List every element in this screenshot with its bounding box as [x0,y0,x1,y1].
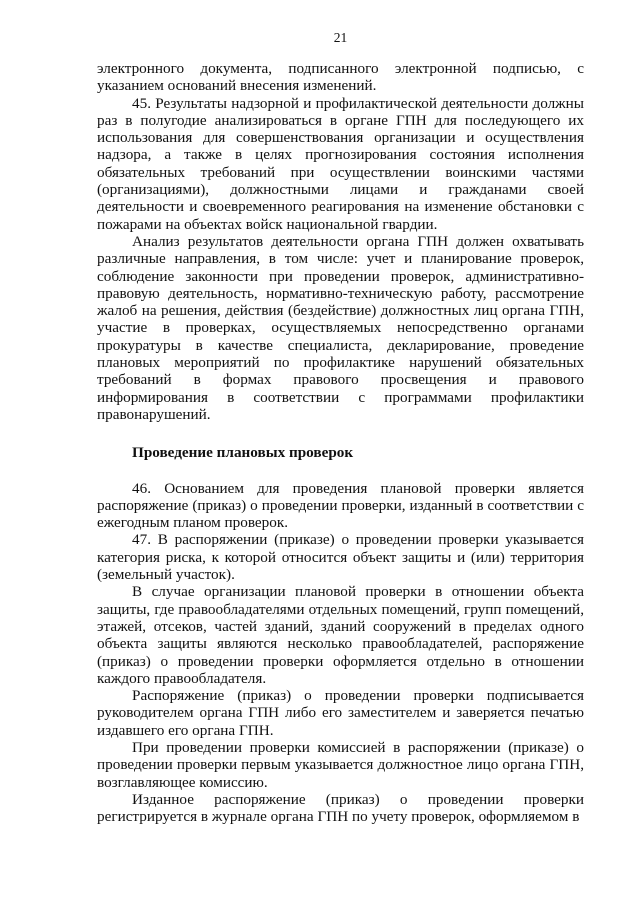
paragraph-continuation: электронного документа, подписанного электронной подписью, с указанием оснований внесения изменений. [97,60,584,95]
page-number: 21 [333,30,348,45]
paragraph-signature: Распоряжение (приказ) о проведении проверки подписывается руководителем органа ГПН либо его заместителем и заверяется печатью издавшего его органа ГПН. [97,687,584,739]
paragraph-45: 45. Результаты надзорной и профилактической деятельности должны раз в полугодие анализироваться в органе ГПН для последующего их использования для совершенствования организации и осуществления надзора, а также в целях прогнозирования состояния исполнения обязательных требований при осуществлении воинскими частями (организациями), должностными лицами и гражданами своей деятельности и своевременного реагирования на изменение обстановки с пожарами на объектах войск национальной гвардии. [97,94,584,233]
paragraph-47: 47. В распоряжении (приказе) о проведении проверки указывается категория риска, к которой относится объект защиты и (или) территория (земельный участок). [97,531,584,584]
section-heading: Проведение плановых проверок [132,444,354,462]
paragraph-commission: При проведении проверки комиссией в распоряжении (приказе) о проведении проверки первым указывается должностное лицо органа ГПН, возглавляющее комиссию. [97,738,584,791]
document-page [97,30,584,825]
paragraph-multiple-owners: В случае организации плановой проверки в отношении объекта защиты, где правообладателями отдельных помещений, групп помещений, этажей, отсеков, частей зданий, зданий сооружений в пределах одного объекта защиты являются несколько правообладателей, распоряжение (приказ) о проведении проверки оформляется отдельно в отношении каждого правообладателя. [97,583,584,687]
paragraph-analysis: Анализ результатов деятельности органа ГПН должен охватывать различные направления, в том числе: учет и планирование проверок, соблюдение законности при проведении проверок, административно-правовую деятельность, нормативно-техническую работу, рассмотрение жалоб на решения, действия (бездействие) должностных лиц органа ГПН, участие в проверках, осуществляемых непосредственно органами прокуратуры в качестве специалиста, декларирование, проведение плановых мероприятий по профилактике нарушений обязательных требований в формах правового просвещения и правового информирования в соответствии с программами профилактики правонарушений. [97,232,584,423]
paragraph-46: 46. Основанием для проведения плановой проверки является распоряжение (приказ) о проведении проверки, изданный в соответствии с ежегодным планом проверок. [97,479,584,532]
paragraph-registration: Изданное распоряжение (приказ) о проведении проверки регистрируется в журнале органа ГПН по учету проверок, оформляемом в [97,790,584,826]
